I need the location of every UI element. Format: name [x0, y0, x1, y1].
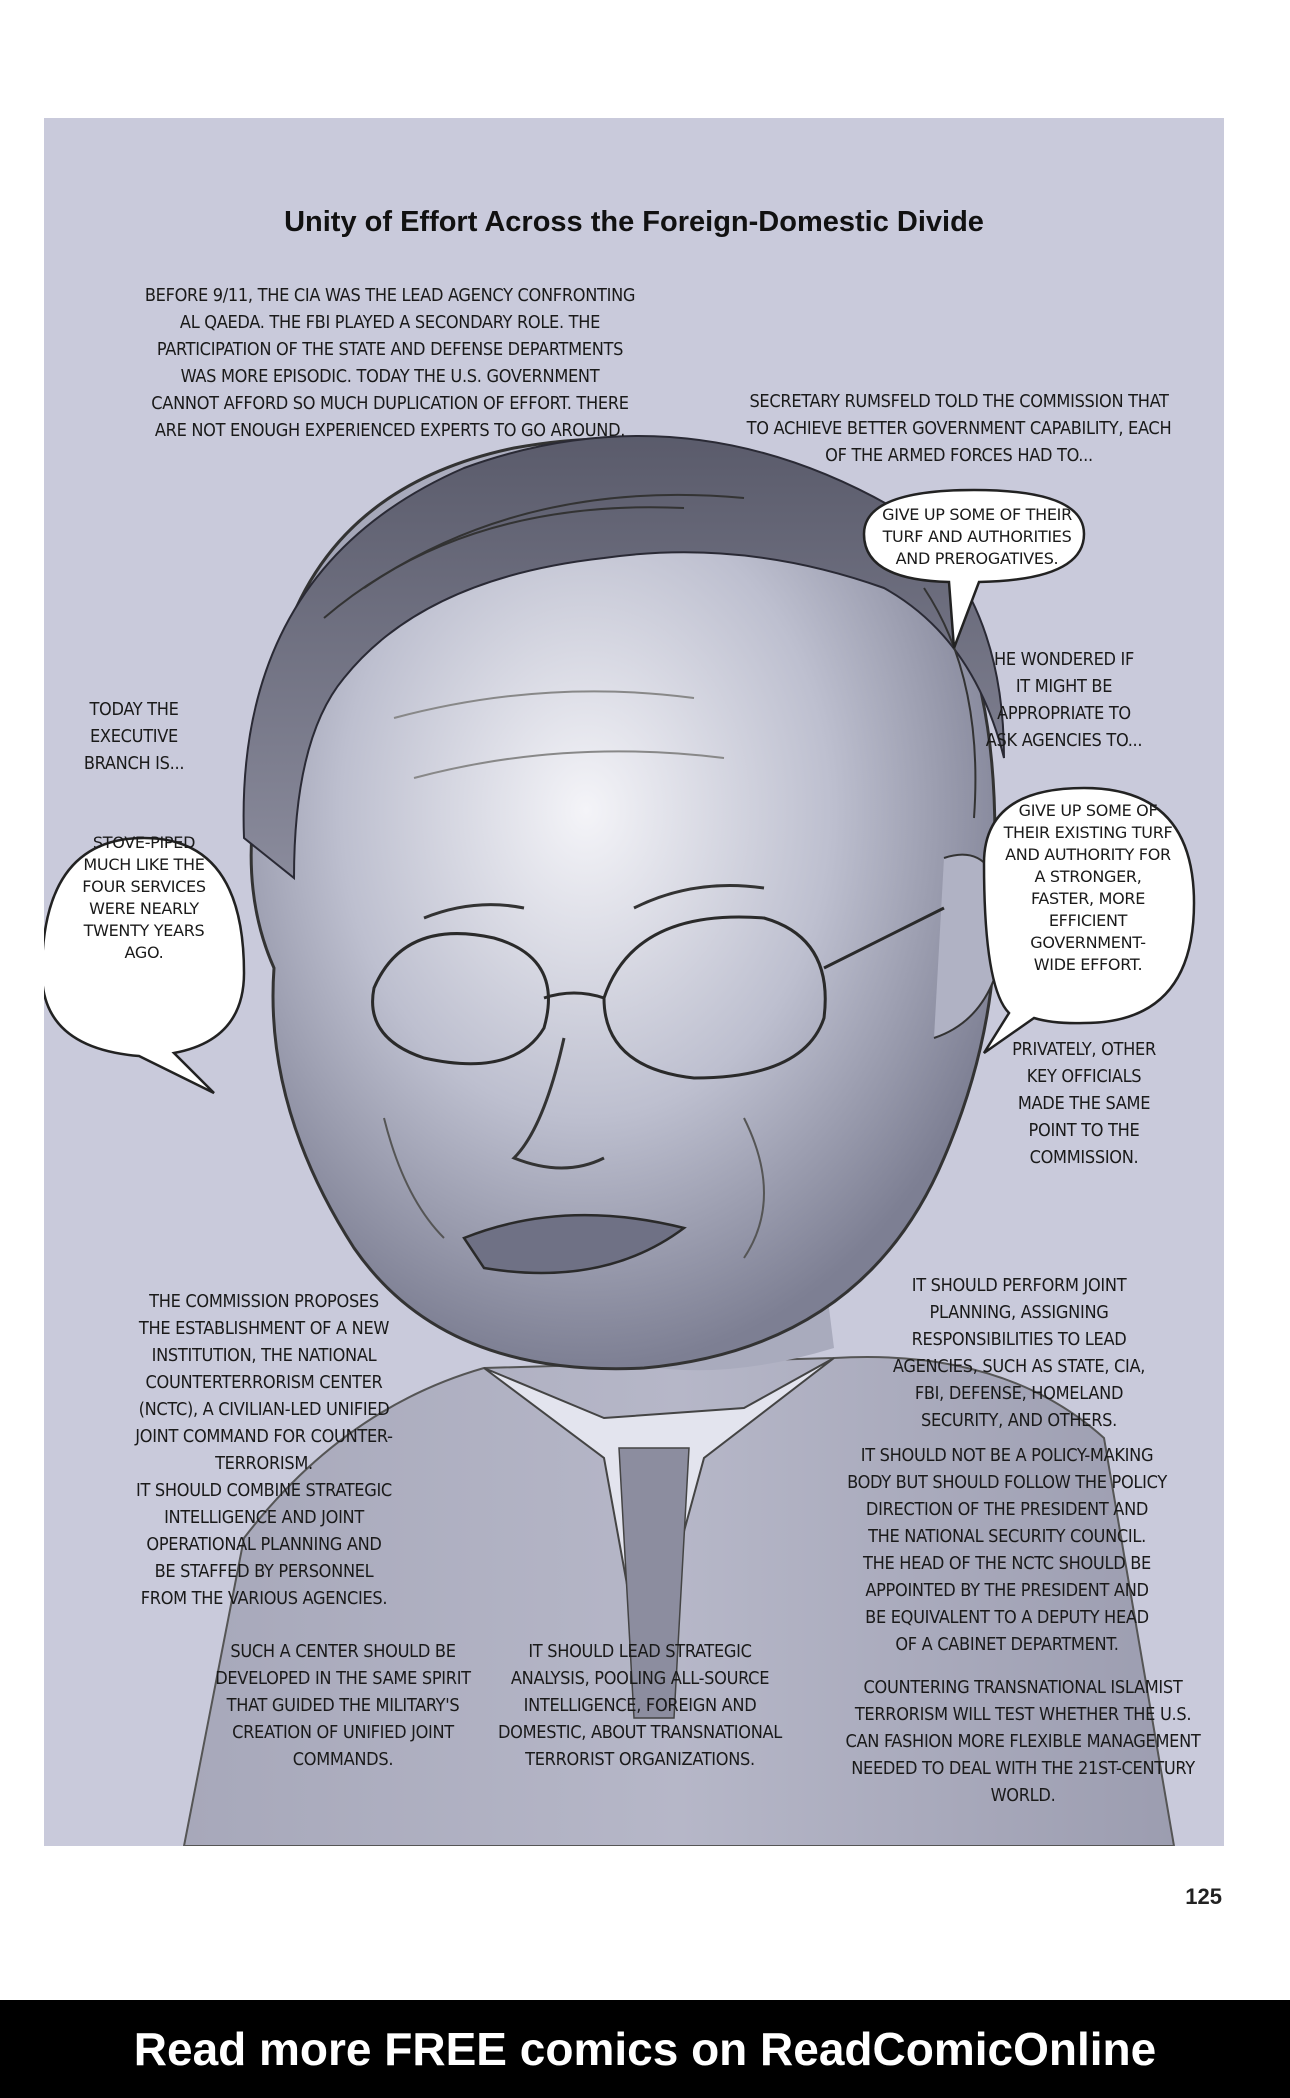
page-title: Unity of Effort Across the Foreign-Domestic Divide	[284, 206, 984, 238]
caption-executive: TODAY THE EXECUTIVE BRANCH IS...	[83, 699, 185, 774]
caption-joint-planning: IT SHOULD PERFORM JOINT PLANNING, ASSIGNING RESPONSIBILITIES TO LEAD AGENCIES, SUCH AS STATE, CIA, FBI, DEFENSE, HOMELAND SECURITY, AND OTHERS.	[892, 1275, 1146, 1431]
caption-policy: IT SHOULD NOT BE A POLICY-MAKING BODY BUT SHOULD FOLLOW THE POLICY DIRECTION OF THE PRESIDENT AND THE NATIONAL SECURITY COUNCIL. THE HEAD OF THE NCTC SHOULD BE APPOINTED BY THE PRESIDENT AND BE EQUIVALENT TO A DEPUTY HEAD OF A CABINET DEPARTMENT.	[847, 1445, 1167, 1655]
bubble-existing: GIVE UP SOME OF THEIR EXISTING TURF AND AUTHORITY FOR A STRONGER, FASTER, MORE EFFICIENT GOVERNMENT- WIDE EFFORT.	[1003, 801, 1173, 974]
caption-wondered: HE WONDERED IF IT MIGHT BE APPROPRIATE TO ASK AGENCIES TO...	[985, 649, 1143, 751]
caption-rumsfeld: SECRETARY RUMSFELD TOLD THE COMMISSION THAT TO ACHIEVE BETTER GOVERNMENT CAPABILITY, EACH OF THE ARMED FORCES HAD TO...	[746, 391, 1172, 466]
comic-panel	[44, 118, 1224, 1846]
caption-spirit: SUCH A CENTER SHOULD BE DEVELOPED IN THE SAME SPIRIT THAT GUIDED THE MILITARY'S CREATION OF UNIFIED JOINT COMMANDS.	[215, 1641, 471, 1770]
caption-proposes: THE COMMISSION PROPOSES THE ESTABLISHMENT OF A NEW INSTITUTION, THE NATIONAL COUNTERTERRORISM CENTER (NCTC), A CIVILIAN-LED UNIFIED JOINT COMMAND FOR COUNTER- TERRORISM. IT SHOULD COMBINE STRATEGIC INTELLIGENCE AND JOINT OPERATIONAL PLANNING AND BE STAFFED BY PERSONNEL FROM THE VARIOUS AGENCIES.	[135, 1291, 393, 1609]
bubble-stove: STOVE-PIPED MUCH LIKE THE FOUR SERVICES WERE NEARLY TWENTY YEARS AGO.	[82, 833, 206, 962]
caption-analysis: IT SHOULD LEAD STRATEGIC ANALYSIS, POOLING ALL-SOURCE INTELLIGENCE, FOREIGN AND DOMESTIC, ABOUT TRANSNATIONAL TERRORIST ORGANIZATIONS.	[497, 1641, 783, 1770]
caption-privately: PRIVATELY, OTHER KEY OFFICIALS MADE THE SAME POINT TO THE COMMISSION.	[1012, 1039, 1156, 1168]
page-number: 125	[1185, 1884, 1222, 1909]
bubble-turf: GIVE UP SOME OF THEIR TURF AND AUTHORITIES AND PREROGATIVES.	[882, 505, 1072, 568]
read-more-banner-link[interactable]: Read more FREE comics on ReadComicOnline	[0, 2000, 1290, 2098]
caption-intro: BEFORE 9/11, THE CIA WAS THE LEAD AGENCY CONFRONTING AL QAEDA. THE FBI PLAYED A SECONDARY ROLE. THE PARTICIPATION OF THE STATE AND DEFENSE DEPARTMENTS WAS MORE EPISODIC. TODAY THE U.S. GOVERNMENT CANNOT AFFORD SO MUCH DUPLICATION OF EFFORT. THERE ARE NOT ENOUGH EXPERIENCED EXPERTS TO GO AROUND.	[144, 285, 636, 441]
caption-countering: COUNTERING TRANSNATIONAL ISLAMIST TERRORISM WILL TEST WHETHER THE U.S. CAN FASHION MORE FLEXIBLE MANAGEMENT NEEDED TO DEAL WITH THE 21ST-CENTURY WORLD.	[845, 1677, 1201, 1806]
